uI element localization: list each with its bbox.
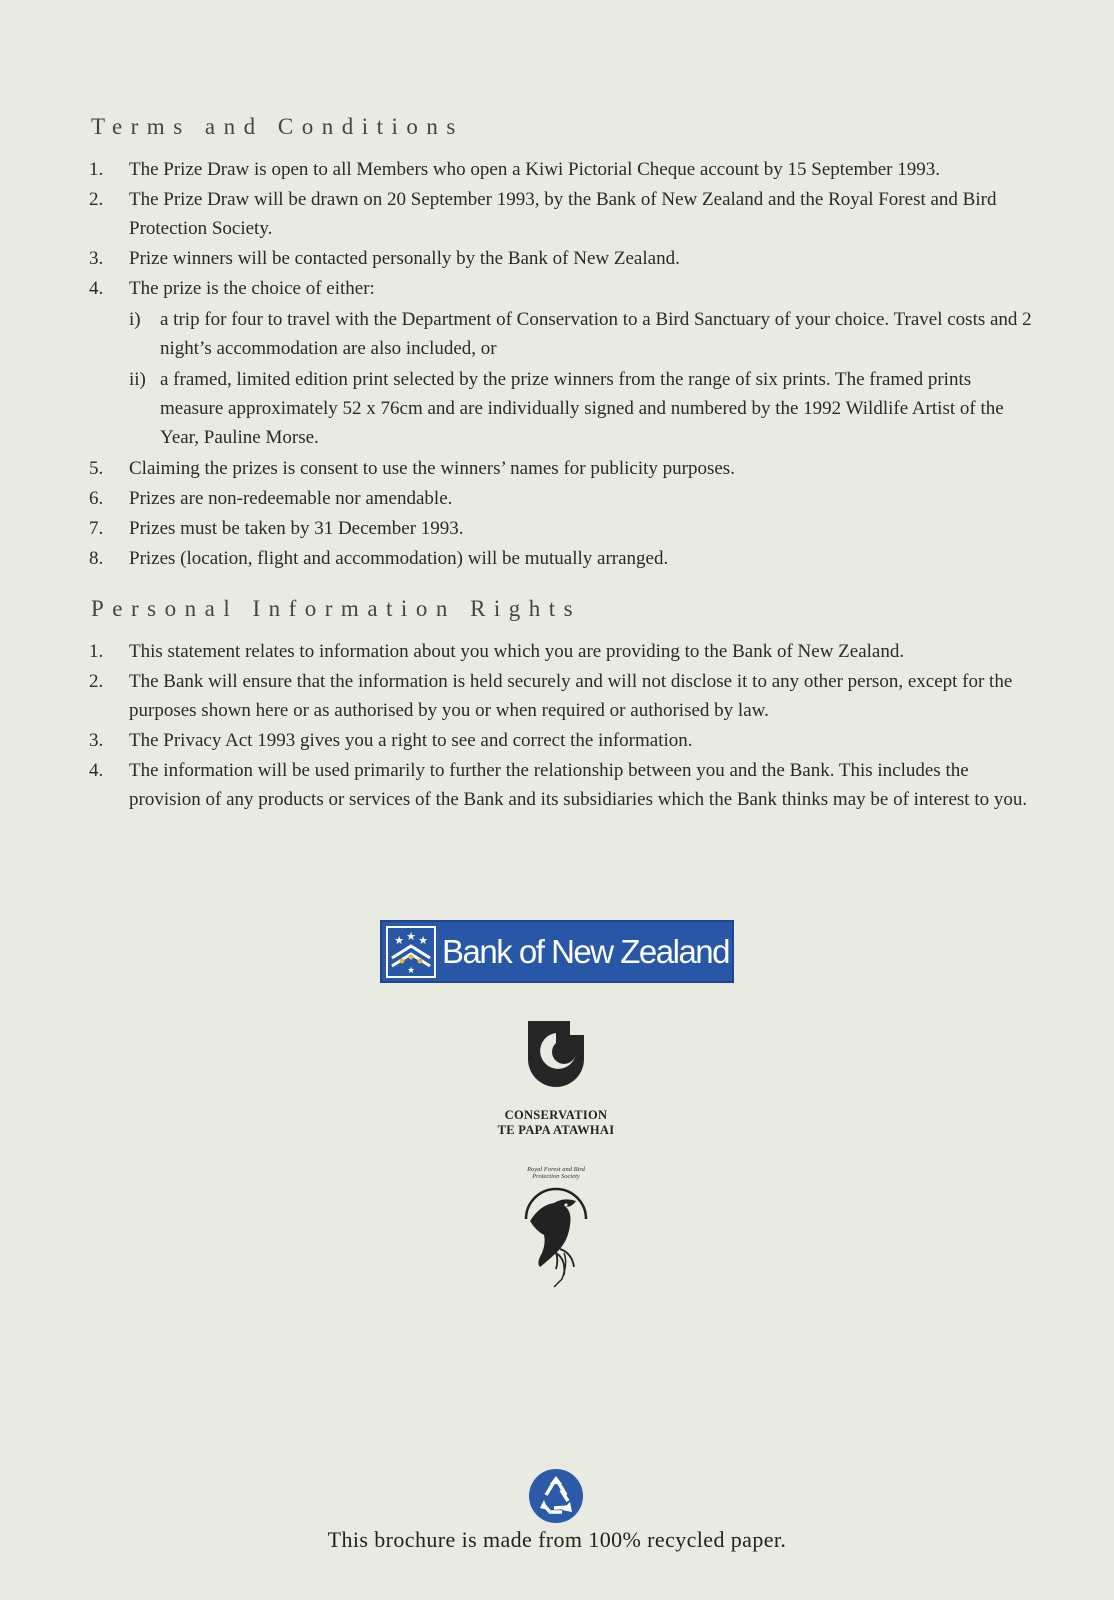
terms-item — [89, 274, 1034, 452]
terms-item — [89, 484, 1034, 513]
terms-heading: Terms and Conditions — [91, 114, 464, 139]
option-number: ii) — [129, 369, 146, 390]
conservation-logo-icon — [526, 1019, 586, 1087]
privacy-heading: Personal Information Rights — [91, 596, 582, 621]
item-text: The information will be used primarily to further the relationship between you and the Bank. This includes the provision of any products or services of the Bank and its subsidiaries which the Bank thinks may be of interest to you. — [129, 760, 1028, 810]
privacy-item — [89, 756, 1034, 814]
prize-option — [129, 305, 1034, 363]
terms-item — [89, 454, 1034, 483]
terms-list — [89, 155, 1034, 574]
option-text: a trip for four to travel with the Department of Conservation to a Bird Sanctuary of your choice. Travel costs and 2 night’s accommodation are also included, or — [160, 309, 1032, 359]
item-text: The Prize Draw will be drawn on 20 September 1993, by the Bank of New Zealand and the Royal Forest and Bird Protection Society. — [129, 189, 997, 239]
option-number: i) — [129, 309, 141, 330]
terms-item — [89, 185, 1034, 243]
item-text: Prizes must be taken by 31 December 1993. — [129, 518, 464, 539]
terms-item — [89, 244, 1034, 273]
item-number: 4. — [89, 278, 104, 299]
terms-item — [89, 514, 1034, 543]
forest-bird-name: Royal Forest and Bird — [527, 1166, 585, 1173]
svg-text:★: ★ — [394, 933, 404, 947]
prize-options-list — [129, 305, 1034, 452]
item-text: The Bank will ensure that the information is held securely and will not disclose it to any other person, except for the purposes shown here or as authorised by you or when required or authorised by law. — [129, 671, 1013, 721]
item-number: 2. — [89, 671, 104, 692]
privacy-item — [89, 726, 1034, 755]
privacy-list — [89, 637, 1034, 815]
item-text: Prize winners will be contacted personally by the Bank of New Zealand. — [129, 248, 680, 269]
item-number: 6. — [89, 488, 104, 509]
item-text: This statement relates to information about you which you are providing to the Bank of New Zealand. — [129, 641, 905, 662]
conservation-name: CONSERVATION — [504, 1108, 608, 1122]
item-number: 1. — [89, 641, 104, 662]
privacy-item — [89, 637, 1034, 666]
item-text: The prize is the choice of either: — [129, 278, 375, 299]
item-text: The Prize Draw is open to all Members who open a Kiwi Pictorial Cheque account by 15 September 1993. — [129, 159, 940, 180]
bnz-wordmark: Bank of New Zealand — [442, 932, 730, 970]
svg-text:★: ★ — [418, 933, 428, 947]
bnz-emblem-icon — [386, 926, 436, 978]
item-number: 3. — [89, 730, 104, 751]
option-text: a framed, limited edition print selected by the prize winners from the range of six prints. The framed prints measure approximately 52 x 76cm and are individually signed and numbered by the 1992 Wildlife Artist of the Year, Pauline Morse. — [160, 369, 1004, 448]
item-number: 2. — [89, 189, 104, 210]
item-number: 1. — [89, 159, 104, 180]
item-number: 4. — [89, 760, 104, 781]
item-text: The Privacy Act 1993 gives you a right to see and correct the information. — [129, 730, 693, 751]
item-number: 3. — [89, 248, 104, 269]
prize-option — [129, 365, 1034, 452]
recycled-paper-note: This brochure is made from 100% recycled paper. — [327, 1527, 787, 1552]
conservation-maori-name: TE PAPA ATAWHAI — [497, 1123, 615, 1137]
terms-item — [89, 544, 1034, 573]
terms-item — [89, 155, 1034, 184]
item-text: Prizes are non-redeemable nor amendable. — [129, 488, 453, 509]
forest-bird-name-2: Protection Society — [532, 1173, 580, 1180]
item-text: Prizes (location, flight and accommodation) will be mutually arranged. — [129, 548, 669, 569]
svg-text:★: ★ — [406, 965, 416, 976]
item-number: 5. — [89, 458, 104, 479]
item-number: 8. — [89, 548, 104, 569]
tui-bird-icon — [520, 1183, 592, 1289]
bnz-logo — [380, 920, 734, 983]
item-number: 7. — [89, 518, 104, 539]
item-text: Claiming the prizes is consent to use the winners’ names for publicity purposes. — [129, 458, 735, 479]
privacy-item — [89, 667, 1034, 725]
svg-text:★: ★ — [406, 929, 416, 943]
recycle-icon — [528, 1468, 584, 1524]
